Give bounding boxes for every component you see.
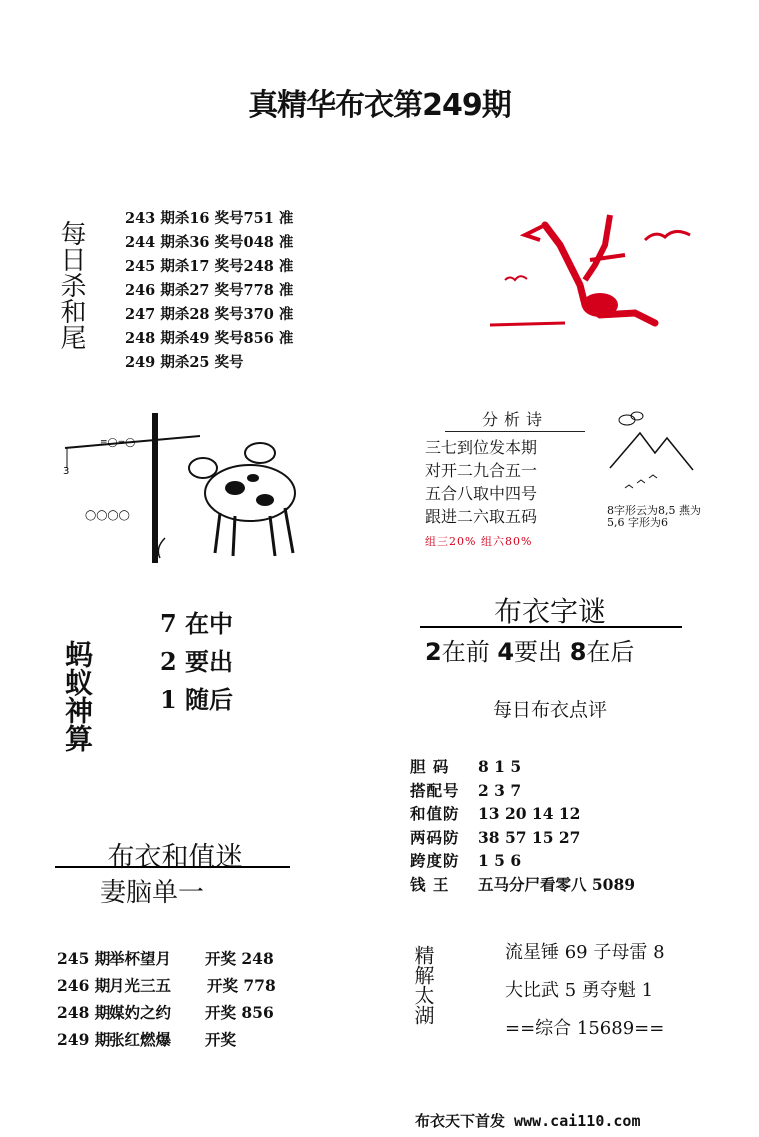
daily-review-title: 每日布衣点评 xyxy=(492,699,607,721)
code-value: 13 20 14 12 xyxy=(478,804,581,823)
history-result: 开奖 856 xyxy=(205,1003,274,1022)
history-row xyxy=(57,972,276,999)
ant-section-label: 蚂蚁神算 xyxy=(61,640,94,752)
code-row xyxy=(410,826,635,850)
code-key: 搭配号 xyxy=(410,780,460,800)
history-riddle: 张红燃爆 xyxy=(109,1030,172,1049)
jj-line: ==综合 15689== xyxy=(505,1018,665,1039)
code-row xyxy=(410,802,635,826)
code-key: 跨度防 xyxy=(410,851,460,870)
red-ink-drawing xyxy=(485,205,700,335)
kill-item: 248 期杀49 奖号856 准 xyxy=(125,330,294,347)
sum-divider xyxy=(55,866,290,868)
poem-note: 8字形云为8,5 燕为5,6 字形为6 xyxy=(607,504,701,529)
history-list xyxy=(57,945,276,1053)
code-value: 38 57 15 27 xyxy=(478,827,581,847)
history-riddle: 媒妁之约 xyxy=(109,1003,172,1022)
code-key: 两码防 xyxy=(410,827,460,847)
sum-riddle-title: 布衣和值迷 xyxy=(107,842,243,873)
history-result: 开奖 248 xyxy=(205,949,274,968)
poem-title: 分析诗 xyxy=(445,408,585,432)
history-row xyxy=(57,1026,276,1053)
poem-line: 对开二九合五一 xyxy=(425,461,538,480)
code-key: 钱 王 xyxy=(410,874,450,894)
kill-item: 245 期杀17 奖号248 准 xyxy=(125,258,294,275)
history-result: 开奖 xyxy=(205,1030,237,1049)
analysis-poem xyxy=(425,408,605,553)
jj-line: 流星锤 69 子母雷 8 xyxy=(505,942,665,963)
riddle-part: 要出 xyxy=(514,638,563,666)
ant-lines xyxy=(160,605,233,719)
kill-section-label: 每日杀和尾 xyxy=(56,220,86,350)
history-period: 249 期 xyxy=(57,1030,111,1049)
riddle-part: 在后 xyxy=(586,638,635,666)
riddle-num: 4 xyxy=(497,638,515,666)
code-row xyxy=(410,849,635,873)
jj-section-label: 精解太湖 xyxy=(411,945,435,1025)
code-key: 胆 码 xyxy=(410,757,450,776)
riddle-num: 8 xyxy=(569,638,587,666)
jj-line: 大比武 5 勇夺魁 1 xyxy=(505,980,654,1001)
code-value: 1 5 6 xyxy=(478,851,522,870)
riddle-text xyxy=(425,632,634,667)
ant-line: 1 随后 xyxy=(160,685,234,714)
code-row xyxy=(410,873,635,897)
history-riddle: 举杯望月 xyxy=(109,949,172,968)
history-result: 开奖 778 xyxy=(207,976,276,995)
code-row xyxy=(410,779,635,803)
riddle-part: 在前 xyxy=(441,638,490,666)
poem-line: 三七到位发本期 xyxy=(425,438,538,457)
code-value: 五马分尸看零八 5089 xyxy=(478,874,636,894)
history-period: 248 期 xyxy=(57,1003,111,1022)
history-row xyxy=(57,999,276,1026)
poem-line: 跟进二六取五码 xyxy=(425,507,538,526)
code-list xyxy=(410,755,635,896)
riddle-title: 布衣字谜 xyxy=(493,595,606,628)
svg-text:≡◯=◯: ≡◯=◯ xyxy=(100,438,136,448)
history-riddle: 月光三五 xyxy=(109,976,172,995)
code-value: 2 3 7 xyxy=(478,780,522,800)
code-row xyxy=(410,755,635,779)
kill-item: 247 期杀28 奖号370 准 xyxy=(125,306,294,323)
history-period: 246 期 xyxy=(57,976,111,995)
history-period: 245 期 xyxy=(57,949,111,968)
footer xyxy=(415,1110,640,1131)
code-value: 8 1 5 xyxy=(478,757,522,776)
kill-item: 249 期杀25 奖号 xyxy=(125,354,244,371)
history-row xyxy=(57,945,276,972)
footer-url[interactable]: www.cai110.com xyxy=(514,1112,641,1130)
svg-text:◯◯◯◯: ◯◯◯◯ xyxy=(85,510,130,521)
ant-line: 2 要出 xyxy=(160,647,234,676)
code-key: 和值防 xyxy=(410,804,460,823)
jj-lines xyxy=(505,934,665,1048)
kill-item: 246 期杀27 奖号778 准 xyxy=(125,282,294,299)
poem-line: 五合八取中四号 xyxy=(425,484,538,503)
kill-list xyxy=(125,207,293,375)
page-title: 真精华布衣第249期 xyxy=(248,88,511,123)
cow-scale-illustration xyxy=(55,408,305,568)
riddle-num: 2 xyxy=(425,638,442,666)
kill-item: 244 期杀36 奖号048 准 xyxy=(125,234,294,251)
poem-stat: 组三20% 组六80% xyxy=(425,535,533,548)
mountain-sketch xyxy=(605,408,700,503)
sum-riddle-subtitle: 妻脑单一 xyxy=(100,878,205,908)
footer-text: 布衣天下首发 xyxy=(415,1112,506,1130)
ant-line: 7 在中 xyxy=(160,609,234,638)
svg-text:3: 3 xyxy=(63,466,70,477)
kill-item: 243 期杀16 奖号751 准 xyxy=(125,210,294,227)
riddle-divider xyxy=(420,626,682,628)
